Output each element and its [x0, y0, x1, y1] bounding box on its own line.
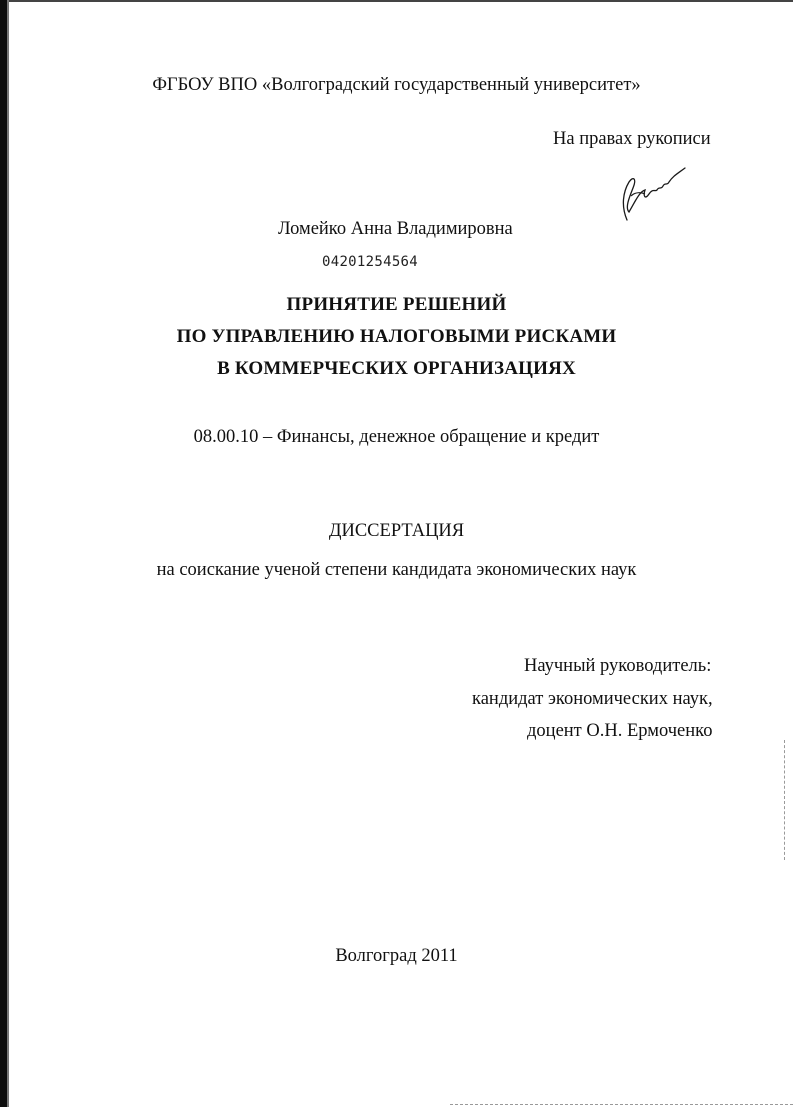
supervisor-name: доцент О.Н. Ермоченко: [527, 721, 713, 741]
scan-edge-top: [0, 0, 793, 2]
registration-number: 04201254564: [322, 254, 419, 270]
scan-edge-bottom: [450, 1104, 793, 1106]
scan-edge-left: [0, 0, 7, 1107]
city-year: Волгоград 2011: [335, 946, 458, 966]
manuscript-note: На правах рукописи: [553, 129, 711, 149]
title-line-1: ПРИНЯТИЕ РЕШЕНИЙ: [286, 294, 507, 315]
author-name: Ломейко Анна Владимировна: [278, 219, 513, 239]
supervisor-degree: кандидат экономических наук,: [472, 689, 713, 709]
specialty-code: 08.00.10 – Финансы, денежное обращение и кредит: [193, 427, 600, 447]
document-type: ДИССЕРТАЦИЯ: [328, 521, 465, 541]
scan-edge-right: [783, 740, 785, 860]
title-line-2: ПО УПРАВЛЕНИЮ НАЛОГОВЫМИ РИСКАМИ: [176, 326, 617, 347]
institution-name: ФГБОУ ВПО «Волгоградский государственный университет»: [152, 75, 641, 95]
supervisor-label: Научный руководитель:: [524, 656, 712, 676]
signature-icon: [615, 162, 690, 224]
degree-line: на соискание ученой степени кандидата экономических наук: [156, 560, 637, 580]
scan-edge-left-shadow: [7, 0, 9, 1107]
title-line-3: В КОММЕРЧЕСКИХ ОРГАНИЗАЦИЯХ: [217, 358, 576, 379]
